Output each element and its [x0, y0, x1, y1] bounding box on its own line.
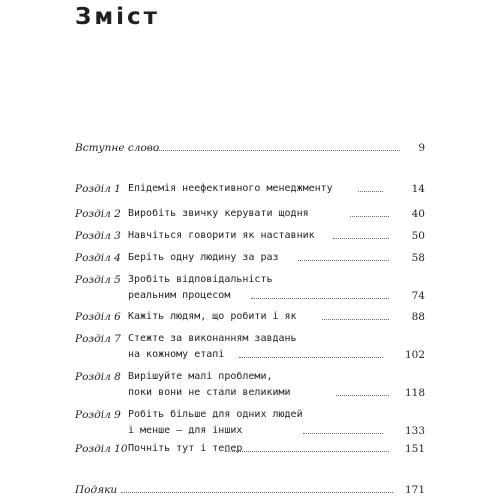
chapter-title-continued: на кожному етапі — [128, 349, 225, 360]
dot-leader — [239, 357, 383, 358]
chapter-title: Робіть більше для одних людей — [128, 409, 303, 420]
chapter-title: Виробіть звичку керувати щодня — [128, 208, 309, 219]
chapter-label: Розділ 6 — [75, 311, 121, 323]
chapter-label: Розділ 2 — [75, 208, 121, 220]
toc-entry-chapter-5-continued[interactable] — [75, 287, 425, 305]
chapter-title: Епідемія неефективного менеджменту — [128, 183, 333, 194]
chapter-title-continued: і менше — для інших — [128, 425, 243, 436]
chapter-label: Розділ 5 — [75, 274, 121, 286]
chapter-title: Вирішуйте малі проблеми, — [128, 371, 273, 382]
dot-leader — [350, 216, 389, 217]
page-title: Зміст — [75, 4, 160, 30]
dot-leader — [298, 260, 389, 261]
page-number: 151 — [404, 443, 425, 455]
chapter-label: Розділ 7 — [75, 333, 121, 345]
chapter-title: Почніть тут і тепер — [128, 443, 243, 454]
dot-leader — [251, 298, 389, 299]
toc-entry-chapter-1[interactable] — [75, 180, 425, 198]
page-number: 118 — [404, 387, 425, 399]
dot-leader — [336, 395, 389, 396]
chapter-title: Кажіть людям, що робити і як — [128, 311, 297, 322]
toc-entry-intro[interactable] — [75, 139, 425, 157]
dot-leader — [155, 150, 400, 151]
dot-leader — [322, 319, 389, 320]
page-number: 50 — [411, 230, 425, 242]
chapter-label: Розділ 10 — [75, 443, 128, 455]
toc-entry-chapter-2[interactable] — [75, 205, 425, 223]
dot-leader — [333, 238, 389, 239]
toc-entry-chapter-10[interactable] — [75, 440, 425, 458]
dot-leader — [121, 492, 393, 493]
chapter-label: Розділ 4 — [75, 252, 121, 264]
chapter-title: Навчіться говорити як наставник — [128, 230, 315, 241]
dot-leader — [225, 451, 389, 452]
toc-entry-chapter-9-continued[interactable] — [75, 422, 425, 440]
toc-entry-chapter-8-continued[interactable] — [75, 384, 425, 402]
page-number: 74 — [411, 290, 425, 302]
chapter-label: Розділ 1 — [75, 183, 121, 195]
page-number: 58 — [411, 252, 425, 264]
chapter-label: Розділ 3 — [75, 230, 121, 242]
chapter-label: Розділ 8 — [75, 371, 121, 383]
toc-entry-chapter-4[interactable] — [75, 249, 425, 267]
entry-label: Подяки — [75, 484, 118, 496]
toc-entry-chapter-6[interactable] — [75, 308, 425, 326]
chapter-label: Розділ 9 — [75, 409, 121, 421]
dot-leader — [358, 191, 383, 192]
toc-entry-chapter-3[interactable] — [75, 227, 425, 245]
page-number: 9 — [418, 142, 425, 154]
entry-label: Вступне слово — [75, 142, 160, 154]
chapter-title: Стежте за виконанням завдань — [128, 333, 297, 344]
page-number: 171 — [404, 484, 425, 496]
dot-leader — [303, 433, 383, 434]
chapter-title: Беріть одну людину за раз — [128, 252, 279, 263]
chapter-title: Зробіть відповідальність — [128, 274, 273, 285]
chapter-title-continued: поки вони не стали великими — [128, 387, 291, 398]
page-number: 14 — [411, 183, 425, 195]
chapter-title-continued: реальним процесом — [128, 290, 231, 301]
page-number: 88 — [411, 311, 425, 323]
page-number: 102 — [404, 349, 425, 361]
page-number: 133 — [404, 425, 425, 437]
page-number: 40 — [411, 208, 425, 220]
toc-entry-thanks[interactable] — [75, 481, 425, 499]
toc-entry-chapter-7-continued[interactable] — [75, 346, 425, 364]
